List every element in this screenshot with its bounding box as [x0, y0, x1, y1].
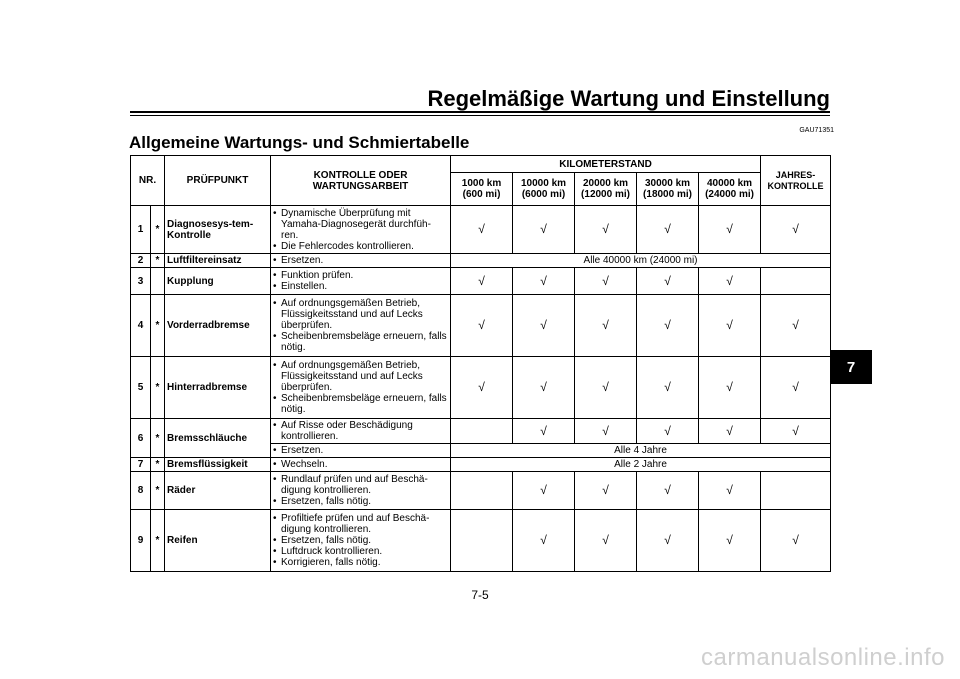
- row-star: *: [151, 206, 165, 254]
- task-line: • Luftdruck kontrollieren.: [273, 546, 448, 557]
- check-mark: √: [637, 206, 699, 254]
- table-row: [131, 458, 831, 472]
- row-star: *: [151, 419, 165, 458]
- row-star: *: [151, 357, 165, 419]
- document-code: GAU71351: [799, 127, 834, 134]
- header-mileage: KILOMETERSTAND: [451, 156, 761, 173]
- header-interval-4: 30000 km (18000 mi): [637, 173, 699, 206]
- interval-span-text: Alle 40000 km (24000 mi): [451, 254, 831, 268]
- row-nr: 5: [131, 357, 151, 419]
- empty-cell: [761, 268, 831, 295]
- check-mark: √: [761, 206, 831, 254]
- row-item: Diagnosesys-tem-Kontrolle: [165, 206, 271, 254]
- row-task: [271, 472, 451, 510]
- table-row: [131, 357, 831, 419]
- row-item: Kupplung: [165, 268, 271, 295]
- empty-cell: [451, 419, 513, 444]
- task-line: • Auf ordnungsgemäßen Betrieb, Flüssigkeitsstand und auf Lecks überprüfen.: [273, 360, 448, 393]
- task-line: • Ersetzen, falls nötig.: [273, 535, 448, 546]
- check-mark: √: [699, 295, 761, 357]
- check-mark: √: [699, 206, 761, 254]
- table-row: [131, 268, 831, 295]
- table-row: [131, 295, 831, 357]
- row-item: Hinterradbremse: [165, 357, 271, 419]
- row-star: [151, 268, 165, 295]
- header-interval-1: 1000 km (600 mi): [451, 173, 513, 206]
- row-nr: 9: [131, 510, 151, 572]
- header-rule: [130, 111, 830, 113]
- row-task: [271, 357, 451, 419]
- row-nr: 1: [131, 206, 151, 254]
- task-line: • Profiltiefe prüfen und auf Beschä-digung kontrollieren.: [273, 513, 448, 535]
- empty-cell: [451, 510, 513, 572]
- interval-span-text: Alle 4 Jahre: [451, 444, 831, 458]
- header-nr: NR.: [131, 156, 165, 206]
- table-row: [131, 419, 831, 444]
- header-title: Regelmäßige Wartung und Einstellung: [427, 86, 830, 111]
- check-mark: √: [575, 206, 637, 254]
- check-mark: √: [513, 357, 575, 419]
- row-item: Vorderradbremse: [165, 295, 271, 357]
- header-interval-2: 10000 km (6000 mi): [513, 173, 575, 206]
- row-star: *: [151, 510, 165, 572]
- check-mark: √: [451, 357, 513, 419]
- task-line: • Scheibenbremsbeläge erneuern, falls nötig.: [273, 331, 448, 353]
- check-mark: √: [575, 357, 637, 419]
- row-item: Bremsflüssigkeit: [165, 458, 271, 472]
- row-item: Reifen: [165, 510, 271, 572]
- row-task: [271, 458, 451, 472]
- check-mark: √: [513, 268, 575, 295]
- header-yearly: JAHRES-KONTROLLE: [761, 156, 831, 206]
- check-mark: √: [513, 206, 575, 254]
- check-mark: √: [699, 419, 761, 444]
- check-mark: √: [699, 510, 761, 572]
- row-item: Räder: [165, 472, 271, 510]
- table-row: [131, 510, 831, 572]
- section-title: Allgemeine Wartungs- und Schmiertabelle: [129, 133, 470, 152]
- interval-span-text: Alle 2 Jahre: [451, 458, 831, 472]
- row-nr: 7: [131, 458, 151, 472]
- task-line: • Ersetzen, falls nötig.: [273, 496, 448, 507]
- task-line: • Die Fehlercodes kontrollieren.: [273, 241, 448, 252]
- check-mark: √: [699, 472, 761, 510]
- check-mark: √: [761, 419, 831, 444]
- check-mark: √: [513, 472, 575, 510]
- chapter-tab: 7: [830, 350, 872, 384]
- task-line: • Scheibenbremsbeläge erneuern, falls nötig.: [273, 393, 448, 415]
- row-nr: 8: [131, 472, 151, 510]
- row-task: [271, 295, 451, 357]
- row-star: *: [151, 254, 165, 268]
- check-mark: √: [761, 295, 831, 357]
- check-mark: √: [637, 295, 699, 357]
- check-mark: √: [761, 510, 831, 572]
- check-mark: √: [575, 268, 637, 295]
- check-mark: √: [637, 357, 699, 419]
- header-item: PRÜFPUNKT: [165, 156, 271, 206]
- row-item: Luftfiltereinsatz: [165, 254, 271, 268]
- empty-cell: [451, 472, 513, 510]
- check-mark: √: [513, 295, 575, 357]
- task-line: • Ersetzen.: [273, 255, 448, 266]
- task-line: • Ersetzen.: [273, 445, 448, 456]
- row-star: *: [151, 472, 165, 510]
- header-rule-thin: [130, 115, 830, 116]
- task-line: • Auf Risse oder Beschädigung kontrollieren.: [273, 420, 448, 442]
- watermark: carmanualsonline.info: [701, 644, 945, 671]
- table-row: [131, 254, 831, 268]
- check-mark: √: [699, 268, 761, 295]
- row-nr: 2: [131, 254, 151, 268]
- row-task: [271, 206, 451, 254]
- row-nr: 3: [131, 268, 151, 295]
- row-task: [271, 419, 451, 444]
- row-task: [271, 510, 451, 572]
- header-interval-5: 40000 km (24000 mi): [699, 173, 761, 206]
- header-interval-3: 20000 km (12000 mi): [575, 173, 637, 206]
- check-mark: √: [637, 510, 699, 572]
- row-nr: 4: [131, 295, 151, 357]
- row-item: Bremsschläuche: [165, 419, 271, 458]
- check-mark: √: [451, 268, 513, 295]
- row-task: [271, 254, 451, 268]
- table-row: [131, 472, 831, 510]
- check-mark: √: [513, 419, 575, 444]
- check-mark: √: [575, 419, 637, 444]
- task-line: • Auf ordnungsgemäßen Betrieb, Flüssigkeitsstand und auf Lecks überprüfen.: [273, 298, 448, 331]
- task-line: • Korrigieren, falls nötig.: [273, 557, 448, 568]
- maintenance-table: [130, 155, 831, 572]
- check-mark: √: [637, 472, 699, 510]
- check-mark: √: [451, 295, 513, 357]
- row-star: *: [151, 458, 165, 472]
- task-line: • Funktion prüfen.: [273, 270, 448, 281]
- check-mark: √: [699, 357, 761, 419]
- header-task: KONTROLLE ODER WARTUNGSARBEIT: [271, 156, 451, 206]
- row-task: [271, 444, 451, 458]
- check-mark: √: [451, 206, 513, 254]
- check-mark: √: [513, 510, 575, 572]
- row-nr: 6: [131, 419, 151, 458]
- check-mark: √: [637, 268, 699, 295]
- task-line: • Dynamische Überprüfung mit Yamaha-Diagnosegerät durchfüh-ren.: [273, 208, 448, 241]
- table-row: [131, 206, 831, 254]
- check-mark: √: [575, 472, 637, 510]
- check-mark: √: [637, 419, 699, 444]
- task-line: • Rundlauf prüfen und auf Beschä-digung kontrollieren.: [273, 474, 448, 496]
- page-number: 7-5: [471, 588, 489, 602]
- row-star: *: [151, 295, 165, 357]
- check-mark: √: [761, 357, 831, 419]
- check-mark: √: [575, 510, 637, 572]
- task-line: • Wechseln.: [273, 459, 448, 470]
- row-task: [271, 268, 451, 295]
- check-mark: √: [575, 295, 637, 357]
- empty-cell: [761, 472, 831, 510]
- task-line: • Einstellen.: [273, 281, 448, 292]
